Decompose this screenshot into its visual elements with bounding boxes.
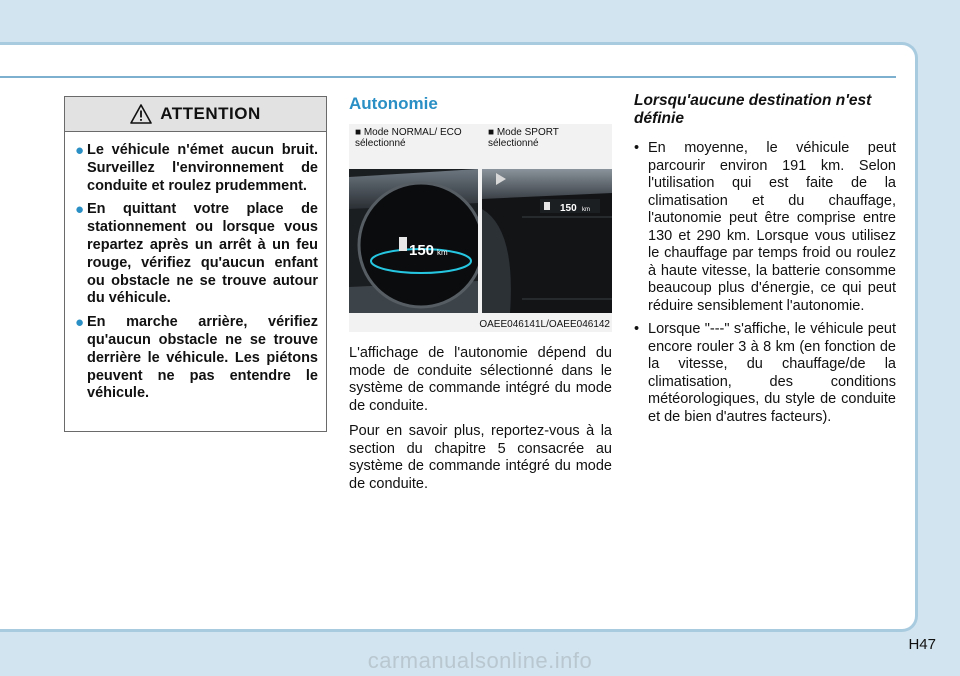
autonomie-figure xyxy=(349,124,612,332)
cluster-display-sport xyxy=(482,169,612,313)
figure-code: OAEE046141L/OAEE046142 xyxy=(479,319,610,330)
figure-label-normal-eco: ■ Mode NORMAL/ ECO sélectionné xyxy=(355,127,462,149)
cluster-display-normal xyxy=(349,169,478,313)
no-destination-section xyxy=(634,92,896,432)
figure-label-sport: ■ Mode SPORT sélectionné xyxy=(488,127,559,149)
attention-item xyxy=(75,142,318,195)
attention-title: ATTENTION xyxy=(160,104,261,123)
autonomie-paragraph: Pour en savoir plus, reportez-vous à la section du chapitre 5 consacrée au système de commande intégré du mode de conduite. xyxy=(349,423,612,492)
list-item-text: En moyenne, le véhicule peut parcourir environ 191 km. Selon l'utilisation qui est faite de la climatisation et du chauffage, l'autonomie peut être comprise entre 130 et 290 km. Lorsque vous utilisez le chauffage par temps froid ou roulez à haute vitesse, la batterie consomme beaucoup plus d'énergie, ce qui peut réduire sensiblement l'autonomie. xyxy=(648,140,896,314)
watermark: carmanualsonline.info xyxy=(367,648,593,673)
attention-item-text: En quittant votre place de stationnement ou lorsque vous repartez après un arrêt à un feu rouge, vérifiez qu'aucun enfant ou obstacle ne se trouve autour du véhicule. xyxy=(87,201,318,307)
page-number: H47 xyxy=(908,636,936,653)
range-unit-normal: km xyxy=(437,248,448,257)
list-item-text: Lorsque "---" s'affiche, le véhicule peut encore rouler 3 à 8 km (en fonction de la vitesse, du chauffage/de la climatisation, des conditions météorologiques, du style de conduite et de bien d'autres facteurs). xyxy=(648,321,896,425)
attention-header xyxy=(65,97,326,132)
warning-triangle-icon xyxy=(130,104,152,124)
autonomie-paragraph: L'affichage de l'autonomie dépend du mode de conduite sélectionné dans le système de commande intégré du mode de conduite. xyxy=(349,345,612,414)
bullet-icon: ● xyxy=(75,142,85,159)
range-readout-sport: 150 xyxy=(560,203,577,214)
bullet-icon: ● xyxy=(75,201,85,219)
section-title: Autonomie xyxy=(349,94,438,113)
cluster-image-normal xyxy=(349,169,478,313)
list-item xyxy=(634,140,896,315)
attention-item xyxy=(75,314,318,403)
autonomie-section xyxy=(349,90,612,501)
attention-item xyxy=(75,201,318,308)
cluster-image-sport xyxy=(482,169,612,313)
subsection-title: Lorsqu'aucune destination n'est définie xyxy=(634,92,872,127)
no-destination-list xyxy=(634,140,896,426)
attention-item-text: En marche arrière, vérifiez qu'aucun obstacle ne se trouve derrière le véhicule. Les piétons peuvent ne pas entendre le véhicule. xyxy=(87,314,318,402)
bullet-icon: • xyxy=(634,321,640,337)
range-readout-normal: 150 xyxy=(409,242,435,259)
attention-list xyxy=(65,132,326,403)
attention-item-text: Le véhicule n'émet aucun bruit. Surveillez l'environnement de conduite et roulez prudemment. xyxy=(87,142,318,194)
attention-box xyxy=(64,96,327,432)
list-item xyxy=(634,321,896,426)
range-unit-sport: km xyxy=(582,207,590,213)
top-rule xyxy=(0,76,896,78)
bullet-icon: ● xyxy=(75,314,85,332)
bullet-icon: • xyxy=(634,140,640,156)
